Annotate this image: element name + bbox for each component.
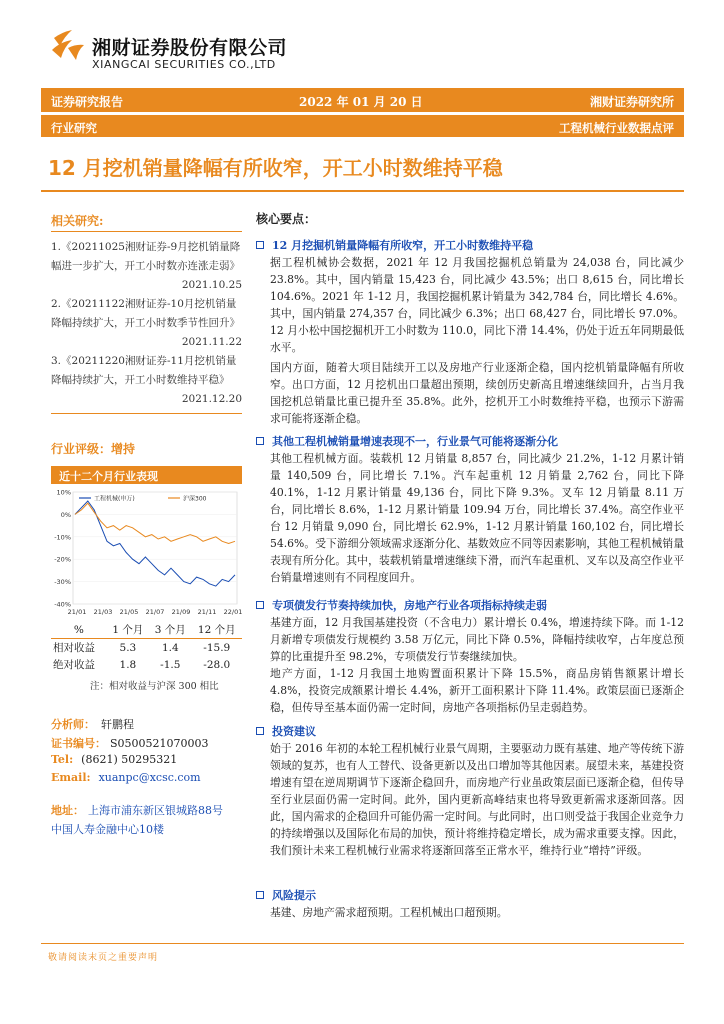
address-line-2 — [51, 821, 164, 837]
table-cell: -28.0 — [203, 658, 231, 671]
related-research-list — [51, 238, 242, 414]
header-bar-secondary — [41, 115, 684, 137]
institute-name: 湘财证券研究所 — [589, 95, 674, 109]
section-heading-text: 12 月挖掘机销量降幅有所收窄，开工小时数维持平稳 — [272, 239, 534, 252]
section-heading-text: 专项债发行节奏持续加快，房地产行业各项指标持续走弱 — [272, 599, 547, 612]
section-heading — [256, 887, 316, 903]
section-paragraph: 国内方面，随着大项目陆续开工以及房地产行业逐渐企稳，国内挖机销量降幅有所收窄。出口方面，12 月挖机出口量超出预期，续创历史新高且增速继续回升，占当月我国挖机总销量比重已提升至 35.8%。此外，挖机开工小时数维持平稳，也预示下游需求可能将逐渐企稳。 — [270, 361, 684, 425]
email-line — [51, 771, 201, 784]
section-paragraph: 其他工程机械方面。装载机 12 月销量 8,857 台，同比减少 21.2%，1-12 月累计销量 140,509 台，同比增长 7.1%。汽车起重机 12 月销量 2,762 台，同比下降 40.1%，1-12 月累计销量 49,136 台，同比下降 9.3%。叉车 12 月销量 8.11 万台，同比增长 8.6%，1-12 月累计销量 109.94 万台，同比增长 37.4%。高空作业平台 12 月销量 9,090 台，同比增长 62.9%，1-12 月累计销量 160,102 台，同比增长 54.6%。受下游细分领域需求逐渐分化、基数效应不同等因素影响，其他工程机械销量表现有所分化。其中，装载机销量增速继续下滑，而汽车起重机、叉车以及高空作业平台销量增速则有不同程度回升。 — [270, 452, 684, 584]
core-points-label: 核心要点： — [256, 212, 317, 226]
chart-y-tick-label: 0% — [60, 510, 71, 519]
chart-y-tick-label: -30% — [54, 578, 71, 587]
chart-heading: 近十二个月行业表现 — [51, 466, 242, 484]
table-cell: 1.8 — [119, 658, 137, 671]
table-cell: 绝对收益 — [53, 659, 95, 671]
chart-x-tick-label: 21/01 — [67, 608, 87, 616]
section-paragraph: 基建方面，12 月我国基建投资（不含电力）累计增长 0.4%，增速持续下降。而 1-12 月新增专项债发行规模约 3.58 万亿元，同比下降 0.5%，降幅持续收窄，占年度总预算的比重提升至 98.2%，专项债发行节奏继续加快。 — [270, 616, 684, 663]
related-research-heading — [51, 212, 242, 232]
section-heading — [256, 433, 558, 449]
company-name-cn: 湘财证券股份有限公司 — [92, 37, 288, 59]
related-item-title: 3.《20211220湘财证券-11月挖机销量降幅持续扩大，开工小时数维持平稳》 — [51, 355, 237, 386]
section-heading — [256, 723, 316, 739]
footer-divider — [41, 943, 684, 944]
footer-disclaimer: 敬请阅读末页之重要声明 — [48, 953, 159, 963]
related-list-divider — [51, 413, 242, 414]
header-bar-primary — [41, 88, 684, 112]
related-item[interactable] — [51, 238, 242, 295]
related-item-date: 2021.10.25 — [181, 279, 242, 291]
cert-line — [51, 735, 209, 751]
related-item[interactable] — [51, 352, 242, 409]
cert-label: 证书编号： — [51, 737, 106, 750]
related-heading-label: 相关研究: — [51, 214, 104, 228]
checkbox-bullet-icon — [256, 437, 264, 445]
analyst-name: 轩鹏程 — [101, 718, 134, 731]
address-line — [51, 802, 223, 818]
rating-label: 行业评级：增持 — [51, 442, 136, 456]
table-cell: 相对收益 — [53, 642, 95, 654]
chart-series-line — [75, 501, 235, 586]
tel-line — [51, 753, 177, 766]
section-paragraph: 始于 2016 年初的本轮工程机械行业景气周期，主要驱动力既有基建、地产等传统下游领域的复苏，也有人工替代、设备更新以及出口增加等其他因素。展望未来，基建投资增速有望在逆周期调节下逐渐企稳回升，而房地产行业虽政策层面已逐渐企稳，但传导至行业层面仍需一定时间。此外，国内更新高峰结束也将导致更新需求逐渐回落。因此，国内需求的企稳回升可能仍需一定时间。与此同时，出口则受益于我国企业竞争力的持续增强以及国际化布局的加快，预计将维持稳定增长，成为需求重要支撑。因此，我们预计未来工程机械行业需求将逐渐回落至正常水平，维持行业“增持”评级。 — [270, 742, 684, 857]
email-link[interactable]: xuanpc@xcsc.com — [98, 771, 201, 784]
checkbox-bullet-icon — [256, 241, 264, 249]
performance-table-note: 注：相对收益与沪深 300 相比 — [90, 681, 219, 692]
chart-legend-label: 工程机械(申万) — [94, 495, 135, 503]
table-cell: 1.4 — [161, 641, 179, 654]
address-text: 中国人寿金融中心10楼 — [51, 823, 164, 836]
related-item-title: 2.《20211122湘财证券-10月挖机销量降幅持续扩大，开工小时数季节性回升》 — [51, 298, 240, 329]
chart-y-tick-label: -40% — [54, 600, 71, 609]
related-item-title: 1.《20211025湘财证券-9月挖机销量降幅进一步扩大，开工小时数亦连涨走弱》 — [51, 241, 241, 272]
industry-rating — [51, 440, 242, 459]
section-heading-text: 其他工程机械销量增速表现不一，行业景气可能将逐渐分化 — [272, 435, 558, 448]
checkbox-bullet-icon — [256, 727, 264, 735]
table-header-cell: 3 个月 — [149, 621, 191, 639]
chart-x-tick-label: 21/09 — [171, 608, 191, 616]
table-cell: -15.9 — [203, 641, 231, 654]
performance-chart — [51, 484, 242, 618]
table-header-cell: 12 个月 — [192, 621, 243, 639]
company-logo-icon — [50, 28, 86, 62]
section-paragraph: 据工程机械协会数据，2021 年 12 月我国挖掘机总销量为 24,038 台，同比减少 23.8%。其中，国内销量 15,423 台，同比减少 43.5%；出口 8,615 台，同比增长 104.6%。2021 年 1-12 月，我国挖掘机累计销量为 342,784 台，同比增长 4.6%。其中，国内销量 274,357 台，同比减少 6.3%；出口 68,427 台，同比增长 97.0%。12 月小松中国挖掘机开工小时数为 110.0，同比下滑 14.4%，仍处于近五年同期最低水平。 — [270, 256, 684, 354]
chart-series-line — [75, 503, 235, 543]
checkbox-bullet-icon — [256, 891, 264, 899]
table-cell: 5.3 — [119, 641, 137, 654]
report-date: 2022 年 01 月 20 日 — [299, 95, 423, 109]
chart-x-tick-label: 21/05 — [119, 608, 139, 616]
chart-y-tick-label: -20% — [54, 555, 71, 564]
analyst-label: 分析师： — [51, 718, 95, 731]
performance-table — [51, 621, 242, 673]
table-header-cell: 1 个月 — [107, 621, 149, 639]
page-title: 12 月挖机销量降幅有所收窄，开工小时数维持平稳 — [48, 156, 503, 180]
analyst-line — [51, 716, 134, 732]
email-label: Email: — [51, 771, 91, 784]
chart-frame — [73, 492, 237, 604]
tel-number: (8621) 50295321 — [81, 753, 178, 766]
related-item[interactable] — [51, 295, 242, 352]
related-item-date: 2021.12.20 — [181, 393, 242, 405]
cert-number: S0500521070003 — [110, 737, 209, 750]
chart-legend-label: 沪深300 — [183, 495, 207, 503]
title-divider — [41, 190, 684, 192]
table-row — [51, 656, 242, 673]
related-item-date: 2021.11.22 — [181, 336, 242, 348]
company-name-en: XIANGCAI SECURITIES CO.,LTD — [92, 58, 276, 71]
address-text: 上海市浦东新区银城路88号 — [88, 804, 223, 817]
section-paragraph: 地产方面，1-12 月我国土地购置面积累计下降 15.5%，商品房销售额累计增长 4.8%，投资完成额累计增长 4.4%，新开工面积累计下降 11.4%。政策层面已逐渐企稳，但传导至基本面仍需一定时间，房地产各项指标仍呈走弱趋势。 — [270, 667, 684, 714]
chart-x-tick-label: 21/11 — [197, 608, 217, 616]
chart-x-tick-label: 22/01 — [223, 608, 242, 616]
chart-y-tick-label: -10% — [54, 533, 71, 542]
chart-x-tick-label: 21/03 — [93, 608, 113, 616]
report-category: 行业研究 — [51, 121, 97, 135]
address-label: 地址： — [51, 804, 84, 817]
table-header-cell: % — [51, 621, 107, 639]
table-header-row — [51, 621, 242, 639]
checkbox-bullet-icon — [256, 601, 264, 609]
tel-label: Tel: — [51, 753, 74, 766]
section-heading — [256, 237, 533, 253]
section-paragraph: 基建、房地产需求超预期。工程机械出口超预期。 — [270, 906, 508, 919]
table-cell: -1.5 — [160, 658, 181, 671]
chart-x-tick-label: 21/07 — [145, 608, 165, 616]
section-heading — [256, 597, 547, 613]
related-heading-divider — [51, 231, 242, 232]
section-heading-text: 风险提示 — [272, 889, 316, 902]
section-heading-text: 投资建议 — [272, 725, 316, 738]
report-subcategory: 工程机械行业数据点评 — [559, 121, 674, 135]
report-type: 证券研究报告 — [51, 95, 124, 109]
table-row — [51, 639, 242, 657]
chart-y-tick-label: 10% — [56, 488, 71, 497]
